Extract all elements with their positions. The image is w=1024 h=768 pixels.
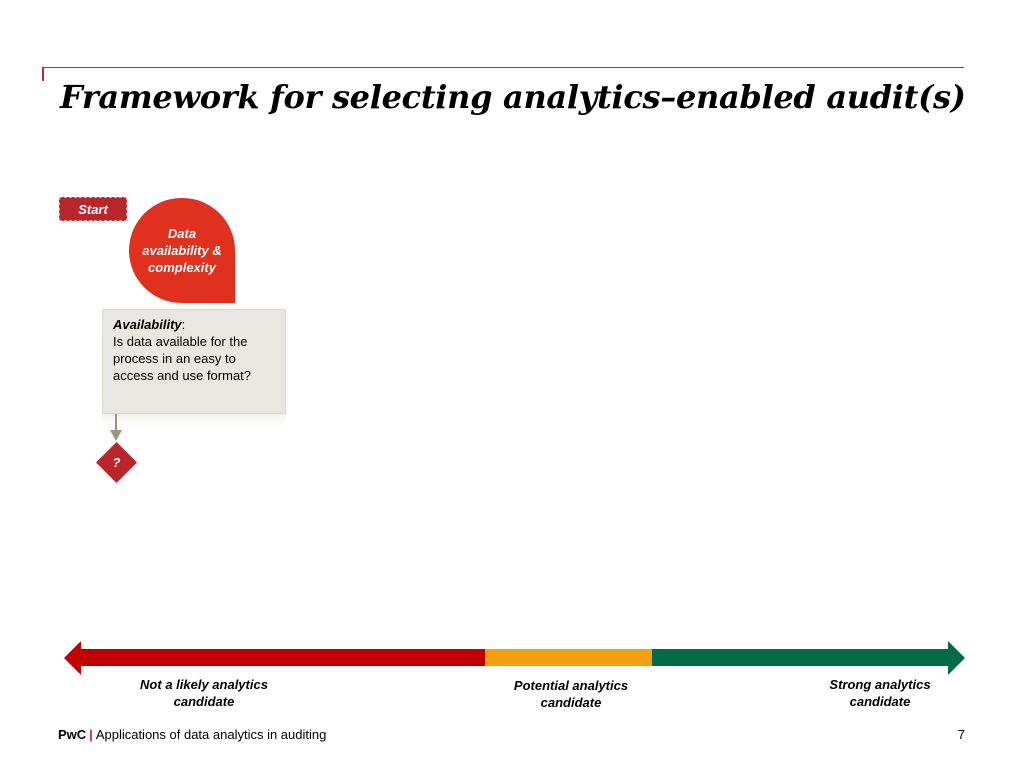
start-label: Start bbox=[78, 201, 108, 217]
question-label-colon: : bbox=[181, 317, 186, 332]
connector-arrow-icon bbox=[110, 430, 122, 441]
start-box bbox=[59, 197, 127, 221]
page-number: 7 bbox=[957, 727, 965, 742]
scale-left-arrow-icon bbox=[64, 641, 81, 675]
slide-title: Framework for selecting analytics–enabled audit(s) bbox=[60, 78, 966, 116]
question-label: Availability bbox=[113, 317, 182, 332]
scale-label-potential: Potential analytics candidate bbox=[513, 678, 629, 710]
scale-segment-strong bbox=[652, 649, 950, 666]
question-box-shadow bbox=[102, 414, 286, 428]
title-rule bbox=[42, 67, 964, 68]
decision-label: ? bbox=[112, 455, 121, 470]
footer-separator: | bbox=[89, 727, 93, 742]
footer-brand: PwC bbox=[58, 727, 87, 742]
question-box bbox=[102, 309, 286, 414]
title-rule-tick bbox=[42, 67, 44, 81]
scale-segment-potential bbox=[485, 649, 652, 666]
category-bubble bbox=[129, 198, 235, 303]
scale-right-arrow-icon bbox=[948, 641, 965, 675]
footer bbox=[58, 727, 326, 742]
footer-text: Applications of data analytics in auditing bbox=[95, 727, 327, 742]
category-label: Data availability & complexity bbox=[142, 226, 222, 275]
candidate-scale bbox=[64, 641, 966, 675]
scale-label-not-likely: Not a likely analytics candidate bbox=[140, 677, 268, 709]
scale-label-strong: Strong analytics candidate bbox=[829, 677, 931, 709]
scale-segment-not-likely bbox=[80, 649, 485, 666]
question-text: Is data available for the process in an easy to access and use format? bbox=[113, 334, 252, 383]
